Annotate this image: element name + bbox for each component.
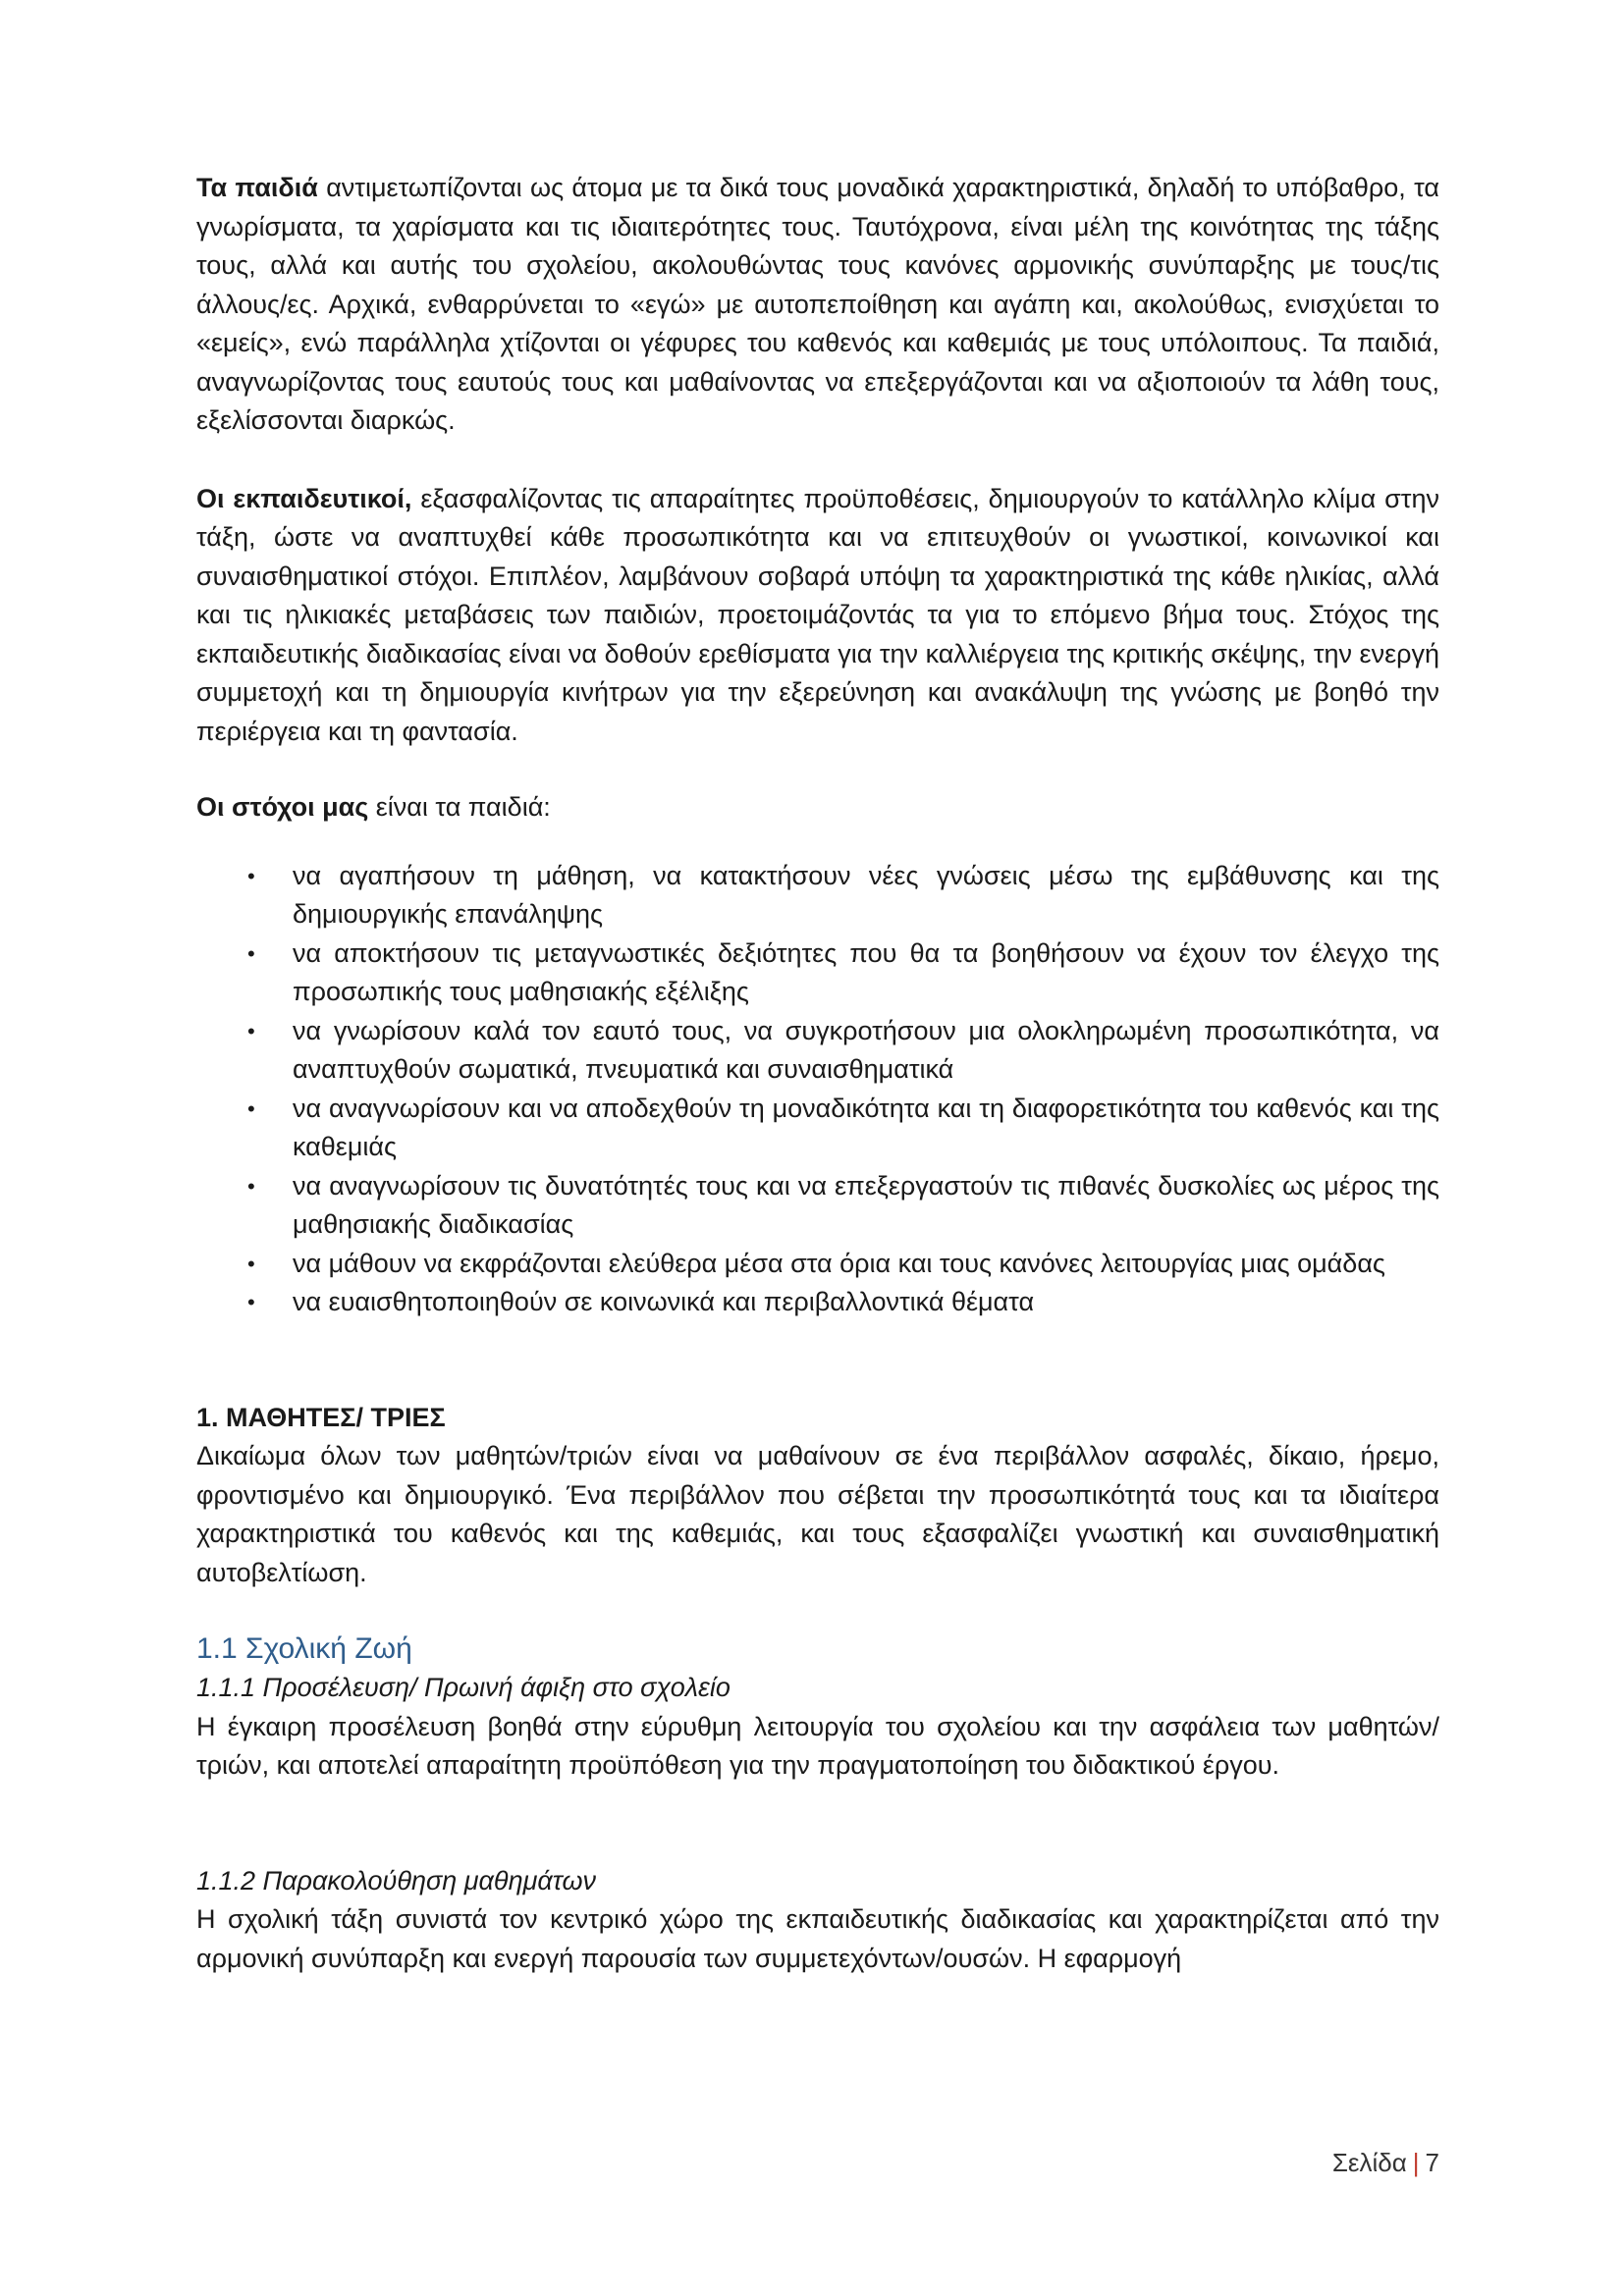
bullet-icon: • (247, 1018, 255, 1043)
goal-text: να μάθουν να εκφράζονται ελεύθερα μέσα στα όρια και τους κανόνες λειτουργίας μιας ομάδας (293, 1248, 1385, 1278)
goal-text: να ευαισθητοποιηθούν σε κοινωνικά και περιβαλλοντικά θέματα (293, 1287, 1035, 1316)
bullet-icon: • (247, 1095, 255, 1121)
footer-page-label: Σελίδα (1331, 2148, 1407, 2177)
attendance-text: Η σχολική τάξη συνιστά τον κεντρικό χώρο της εκπαιδευτικής διαδικασίας και χαρακτηρίζεται από την αρμονική συνύπαρξη και ενεργή παρουσία των συμμετεχόντων/ουσών. Η εφαρμογή (196, 1904, 1439, 1973)
page-content (196, 169, 1439, 1978)
goal-item (196, 1283, 1439, 1322)
intro-paragraph-teachers (196, 480, 1439, 752)
goals-intro (196, 788, 1439, 828)
intro-paragraph-teachers-text: εξασφαλίζοντας τις απαραίτητες προϋποθέσεις, δημιουργούν το κατάλληλο κλίμα στην τάξη, ώστε να αναπτυχθεί κάθε προσωπικότητα και να επιτευχθούν οι γνωστικοί, κοινωνικοί και συναισθηματικοί στόχοι. Επιπλέον, λαμβάνουν σοβαρά υπόψη τα χαρακτηριστικά της κάθε ηλικίας, αλλά και τις ηλικιακές μεταβάσεις των παιδιών, προετοιμάζοντάς τα για το επόμενο βήμα τους. Στόχος της εκπαιδευτικής διαδικασίας είναι να δοθούν ερεθίσματα για την καλλιέργεια της κριτικής σκέψης, την ενεργή συμμετοχή και τη δημιουργία κινήτρων για την εξερεύνηση και ανακάλυψη της γνώσης με βοηθό την περιέργεια και τη φαντασία. (196, 483, 1439, 746)
goal-item (196, 1167, 1439, 1245)
goal-item (196, 857, 1439, 934)
goal-text: να γνωρίσουν καλά τον εαυτό τους, να συγκροτήσουν μια ολοκληρωμένη προσωπικότητα, να αναπτυχθούν σωματικά, πνευματικά και συναισθηματικά (293, 1015, 1439, 1084)
goal-text: να αναγνωρίσουν τις δυνατότητές τους και να επεξεργαστούν τις πιθανές δυσκολίες ως μέρος της μαθησιακής διαδικασίας (293, 1170, 1439, 1239)
subsection-heading-school-life: 1.1 Σχολική Ζωή (196, 1632, 412, 1665)
bullet-icon: • (247, 863, 255, 888)
intro-paragraph-children-lead: Τα παιδιά (196, 173, 318, 202)
goal-text: να αναγνωρίσουν και να αποδεχθούν τη μοναδικότητα και τη διαφορετικότητα του καθενός και της καθεμιάς (293, 1093, 1439, 1161)
intro-paragraph-teachers-lead: Οι εκπαιδευτικοί, (196, 483, 412, 513)
subsubsection-heading-attendance: 1.1.2 Παρακολούθηση μαθημάτων (196, 1865, 597, 1896)
page-footer (1332, 2148, 1439, 2178)
bullet-icon: • (247, 1251, 255, 1276)
intro-paragraph-children (196, 169, 1439, 441)
bullet-icon: • (247, 940, 255, 966)
goal-text: να αποκτήσουν τις μεταγνωστικές δεξιότητες που θα τα βοηθήσουν να έχουν τον έλεγχο της προσωπικής τους μαθησιακής εξέλιξης (293, 937, 1439, 1006)
goals-intro-lead: Οι στόχοι μας (196, 792, 369, 822)
spacer (196, 1786, 1439, 1862)
section-heading-students: 1. ΜΑΘΗΤΕΣ/ ΤΡΙΕΣ (196, 1402, 446, 1432)
goals-intro-text: είναι τα παιδιά: (368, 792, 551, 822)
arrival-text: Η έγκαιρη προσέλευση βοηθά στην εύρυθμη λειτουργία του σχολείου και την ασφάλεια των μαθητών/τριών, και αποτελεί απαραίτητη προϋπόθεση για την πραγματοποίηση του διδακτικού έργου. (196, 1711, 1439, 1780)
goal-item (196, 934, 1439, 1012)
subsubsection-heading-arrival: 1.1.1 Προσέλευση/ Πρωινή άφιξη στο σχολείο (196, 1673, 731, 1702)
goal-text: να αγαπήσουν τη μάθηση, να κατακτήσουν νέες γνώσεις μέσω της εμβάθυνσης και της δημιουργικής επανάληψης (293, 860, 1439, 929)
bullet-icon: • (247, 1290, 255, 1314)
goals-list (196, 857, 1439, 1322)
goal-item (196, 1090, 1439, 1167)
goal-item (196, 1012, 1439, 1090)
footer-separator: | (1412, 2148, 1420, 2177)
intro-paragraph-children-text: αντιμετωπίζονται ως άτομα με τα δικά τους μοναδικά χαρακτηριστικά, δηλαδή το υπόβαθρο, τα γνωρίσματα, τα χαρίσματα και τις ιδιαιτερότητες τους. Ταυτόχρονα, είναι μέλη της κοινότητας της τάξης τους, αλλά και αυτής του σχολείου, ακολουθώντας τους κανόνες αρμονικής συνύπαρξης με τους/τις άλλους/ες. Αρχικά, ενθαρρύνεται το «εγώ» με αυτοπεποίθηση και αγάπη και, ακολούθως, ενισχύεται το «εμείς», ενώ παράλληλα χτίζονται οι γέφυρες του καθενός και καθεμιάς με τους υπόλοιπους. Τα παιδιά, αναγνωρίζοντας τους εαυτούς τους και μαθαίνοντας να επεξεργάζονται και να αξιοποιούν τα λάθη τους, εξελίσσονται διαρκώς. (196, 173, 1439, 435)
footer-page-number: 7 (1425, 2148, 1439, 2177)
goal-item (196, 1245, 1439, 1284)
bullet-icon: • (247, 1173, 255, 1199)
section-students-text: Δικαίωμα όλων των μαθητών/τριών είναι να μαθαίνουν σε ένα περιβάλλον ασφαλές, δίκαιο, ήρεμο, φροντισμένο και δημιουργικό. Ένα περιβάλλον που σέβεται την προσωπικότητά τους και τα ιδιαίτερα χαρακτηριστικά του καθενός και της καθεμιάς, και τους εξασφαλίζει γνωστική και συναισθηματική αυτοβελτίωση. (196, 1441, 1439, 1587)
